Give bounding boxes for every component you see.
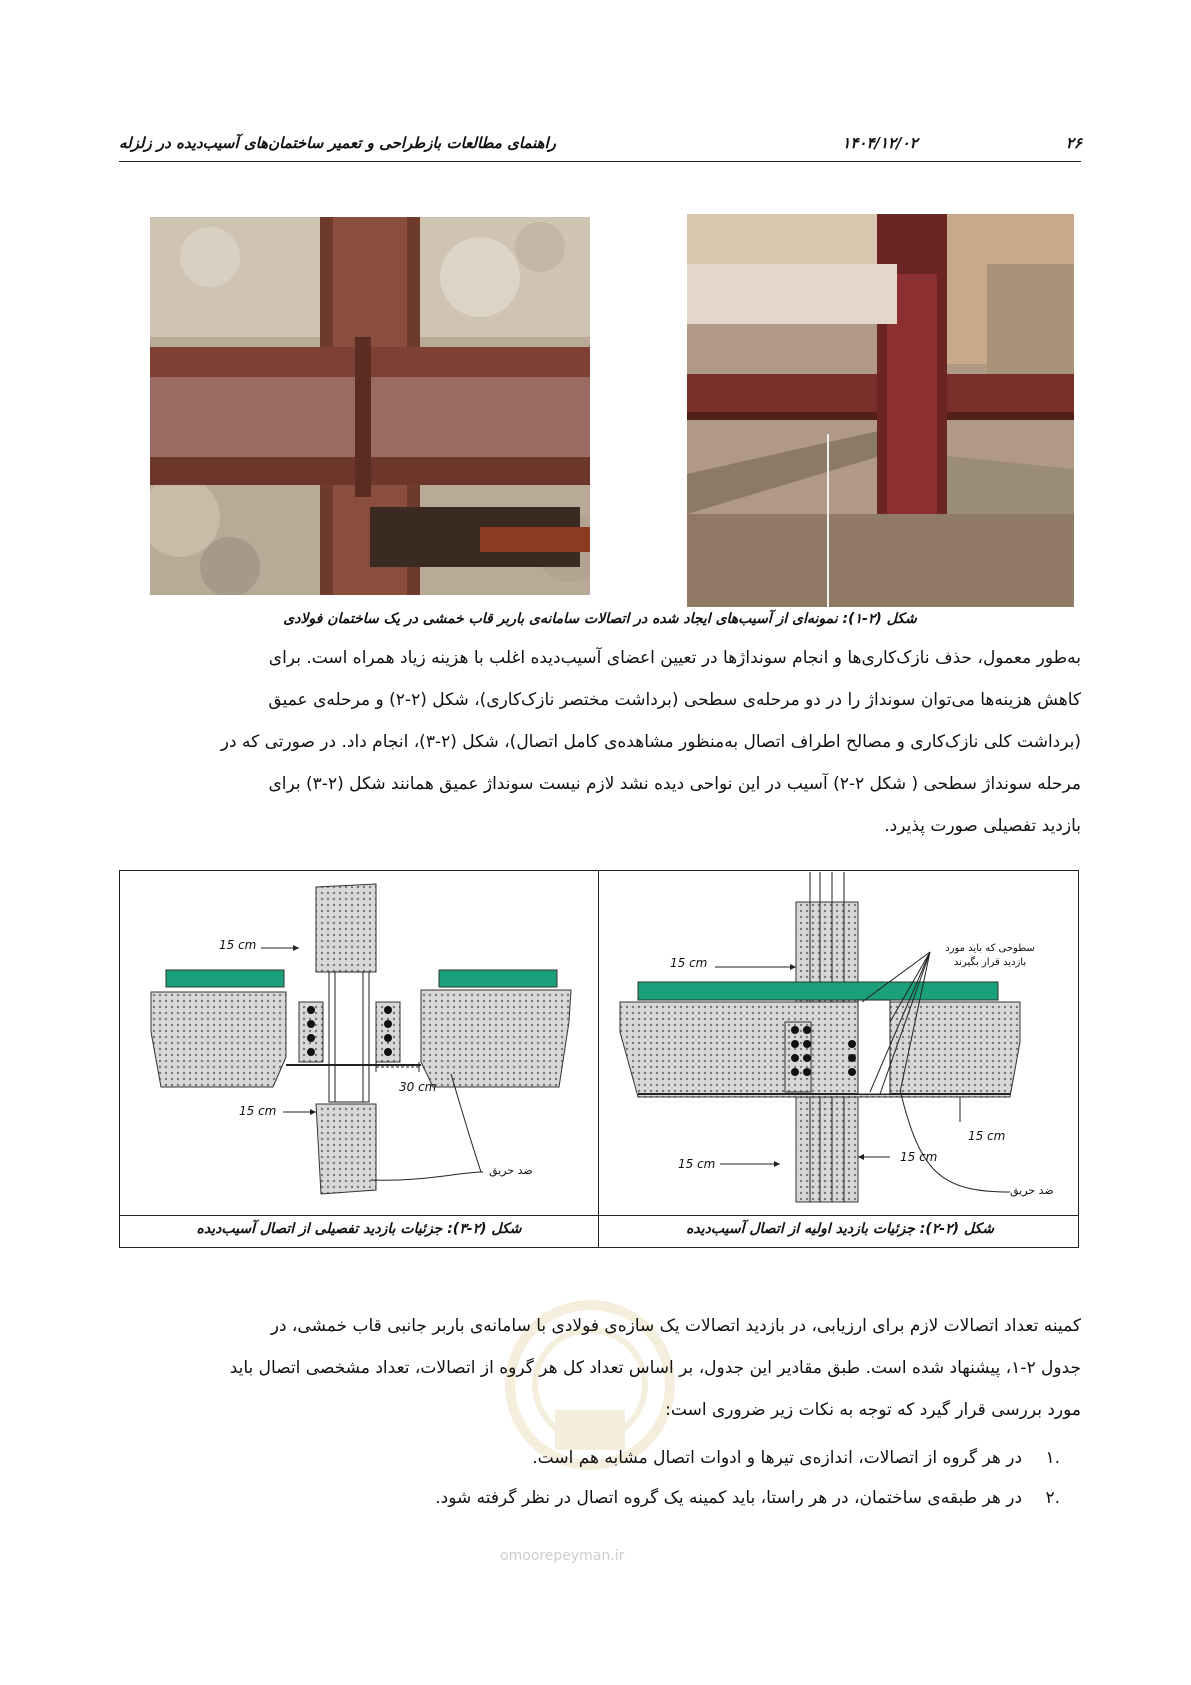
para1-line-4: مرحله سونداژ سطحی ( شکل ۲-۲) آسیب در این نواحی دیده نشد لازم نیست سونداژ عمیق همانند شکل (۲-۳) برای: [268, 774, 1081, 794]
list-item-text: در هر گروه از اتصالات، اندازه‌ی تیرها و ادوات اتصال مشابه هم است.: [532, 1448, 1023, 1468]
fig2-label-surfaces: سطوحی که باید مورد بازدید قرار بگیرند: [945, 943, 1035, 968]
figure-divider: [598, 870, 599, 1248]
page-number: ۲۶: [1065, 134, 1082, 152]
notes-list: [300, 1438, 1060, 1518]
figure2-diagram: [600, 872, 1078, 1214]
para2-line-1: کمینه تعداد اتصالات لازم برای ارزیابی، در بازدید اتصالات یک سازه‌ی فولادی با سامانه‌ی باربر جانبی قاب خمشی، در: [270, 1316, 1081, 1336]
list-item-number: .۱: [1045, 1448, 1060, 1468]
header-title: راهنمای مطالعات بازطراحی و تعمیر ساختمان‌های آسیب‌دیده در زلزله: [119, 134, 556, 152]
header-rule: [119, 161, 1081, 162]
fig2-label-fire: ضد حریق: [1010, 1184, 1054, 1197]
fig3-dim-top: 15 cm: [219, 938, 257, 952]
para2-line-2: جدول ۲-۱، پیشنهاد شده است. طبق مقادیر این جدول، بر اساس تعداد کل هر گروه از اتصالات، تعداد مشخصی اتصال باید: [229, 1358, 1081, 1378]
fig2-dim-mid: 15 cm: [900, 1150, 938, 1164]
fig2-dim-top: 15 cm: [670, 956, 708, 970]
fig2-dim-right: 15 cm: [968, 1129, 1006, 1143]
damage-photo-right: [687, 214, 1074, 607]
paragraph-1: [119, 637, 1081, 847]
para1-line-5: بازدید تفصیلی صورت پذیرد.: [884, 816, 1081, 836]
para1-line-1: به‌طور معمول، حذف نازک‌کاری‌ها و انجام سونداژها در تعیین اعضای آسیب‌دیده اغلب با هزینه زیاد همراه است. برای: [268, 648, 1081, 668]
figure1-caption: شکل (۲-۱): نمونه‌ای از آسیب‌های ایجاد شده در اتصالات سامانه‌ی باربر قاب خمشی در یک ساختمان فولادی: [283, 611, 917, 627]
list-item-number: .۲: [1045, 1488, 1060, 1508]
fig3-label-fire: ضد حریق: [489, 1164, 533, 1177]
watermark-text: omoorepeyman.ir: [500, 1548, 625, 1564]
damage-photo-left: [150, 217, 590, 595]
list-item-text: در هر طبقه‌ی ساختمان، در هر راستا، باید کمینه یک گروه اتصال در نظر گرفته شود.: [435, 1488, 1023, 1508]
header-date: ۱۴۰۴/۱۲/۰۲: [842, 134, 918, 152]
figure3-diagram: [121, 872, 597, 1214]
fig2-dim-bottom: 15 cm: [678, 1157, 716, 1171]
figure3-caption: شکل (۲-۳): جزئیات بازدید تفصیلی از اتصال آسیب‌دیده: [196, 1221, 522, 1237]
fig3-dim-side: 30 cm: [399, 1080, 437, 1094]
fig3-dim-bottom: 15 cm: [239, 1104, 277, 1118]
figure2-caption: شکل (۲-۲): جزئیات بازدید اولیه از اتصال آسیب‌دیده: [686, 1221, 994, 1237]
list-item: [300, 1478, 1060, 1518]
paragraph-2: [119, 1305, 1081, 1431]
para1-line-3: (برداشت کلی نازک‌کاری و مصالح اطراف اتصال به‌منظور مشاهده‌ی کامل اتصال)، شکل (۲-۳)، انجام داد. در صورتی که در: [220, 732, 1081, 752]
para2-line-3: مورد بررسی قرار گیرد که توجه به نکات زیر ضروری است:: [665, 1400, 1081, 1420]
figure-caption-rule: [119, 1215, 1079, 1216]
list-item: [300, 1438, 1060, 1478]
para1-line-2: کاهش هزینه‌ها می‌توان سونداژ را در دو مرحله‌ی سطحی (برداشت مختصر نازک‌کاری)، شکل (۲-۲) و مرحله‌ی عمیق: [268, 690, 1081, 710]
